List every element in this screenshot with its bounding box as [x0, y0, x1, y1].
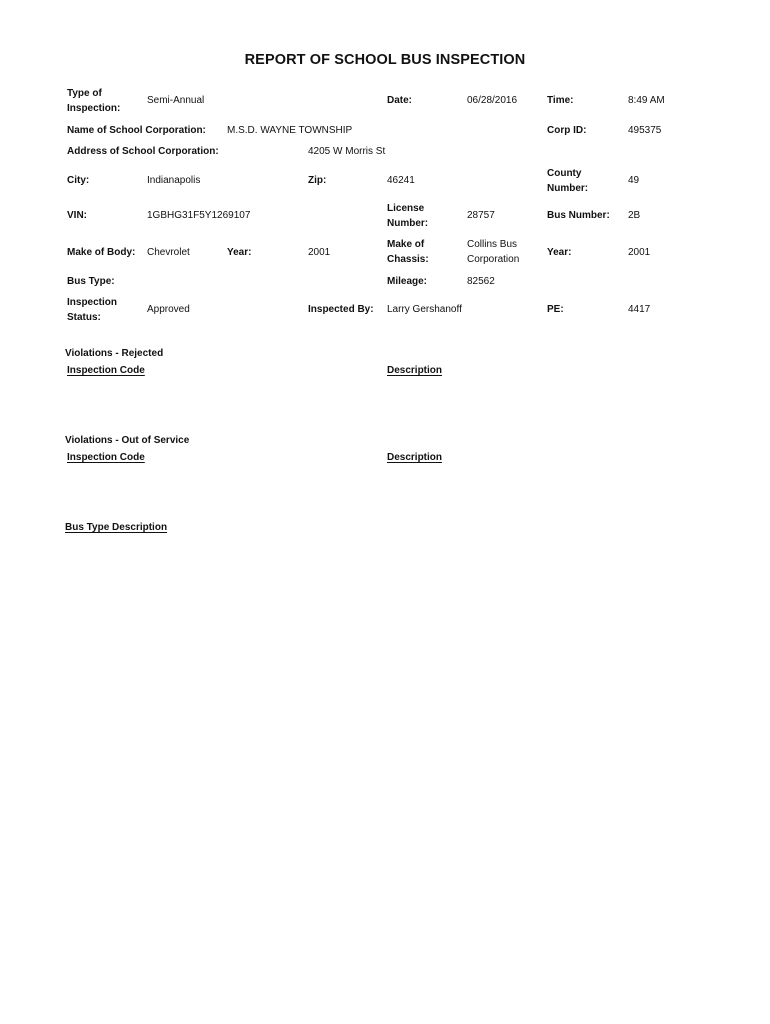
time-label: Time: — [547, 95, 574, 106]
type-of-inspection-label-line1: Type of — [67, 88, 102, 99]
inspection-status-label — [67, 295, 117, 325]
chassis-year-label: Year: — [547, 247, 572, 258]
violations-rejected-description-header: Description — [387, 365, 443, 376]
license-number-label — [387, 201, 428, 231]
date-label: Date: — [387, 95, 413, 106]
county-number-value: 49 — [628, 175, 640, 186]
county-number-label — [547, 166, 588, 196]
make-of-chassis-value-line1: Collins Bus — [467, 239, 518, 250]
corporation-name-value: M.S.D. WAYNE TOWNSHIP — [227, 125, 353, 136]
city-label: City: — [67, 175, 90, 186]
time-value: 8:49 AM — [628, 95, 665, 106]
mileage-value: 82562 — [467, 276, 495, 287]
zip-label: Zip: — [308, 175, 327, 186]
pe-value: 4417 — [628, 304, 651, 315]
make-of-chassis-label — [387, 237, 429, 267]
license-number-label-line2: Number: — [387, 218, 429, 229]
vin-label: VIN: — [67, 210, 87, 221]
type-of-inspection-value: Semi-Annual — [147, 95, 205, 106]
corp-id-label: Corp ID: — [547, 125, 587, 136]
inspected-by-value: Larry Gershanoff — [387, 304, 462, 315]
mileage-label: Mileage: — [387, 276, 428, 287]
corp-id-value: 495375 — [628, 125, 662, 136]
bus-number-value: 2B — [628, 210, 641, 221]
make-of-body-value: Chevrolet — [147, 247, 190, 258]
pe-label: PE: — [547, 304, 564, 315]
violations-rejected-heading: Violations - Rejected — [65, 348, 164, 359]
vin-value: 1GBHG31F5Y1269107 — [147, 210, 251, 221]
county-number-label-line2: Number: — [547, 183, 589, 194]
violations-rejected-code-header: Inspection Code — [67, 365, 145, 376]
report-title: REPORT OF SCHOOL BUS INSPECTION — [244, 52, 526, 68]
zip-value: 46241 — [387, 175, 415, 186]
make-of-chassis-label-line2: Chassis: — [387, 254, 429, 265]
address-label: Address of School Corporation: — [67, 146, 219, 157]
violations-out-of-service-code-header: Inspection Code — [67, 452, 145, 463]
violations-out-of-service-heading: Violations - Out of Service — [65, 435, 190, 446]
inspection-status-label-line1: Inspection — [67, 297, 118, 308]
violations-out-of-service-description-header: Description — [387, 452, 443, 463]
make-of-chassis-label-line1: Make of — [387, 239, 425, 250]
city-value: Indianapolis — [147, 175, 201, 186]
bus-type-label: Bus Type: — [67, 276, 115, 287]
date-value: 06/28/2016 — [467, 95, 518, 106]
make-of-chassis-value — [467, 237, 519, 267]
type-of-inspection-label — [67, 86, 120, 116]
inspection-status-value: Approved — [147, 304, 190, 315]
type-of-inspection-label-line2: Inspection: — [67, 103, 121, 114]
bus-type-description-heading: Bus Type Description — [65, 522, 168, 533]
license-number-label-line1: License — [387, 203, 425, 214]
make-of-body-label: Make of Body: — [67, 247, 136, 258]
address-value: 4205 W Morris St — [308, 146, 386, 157]
body-year-label: Year: — [227, 247, 252, 258]
license-number-value: 28757 — [467, 210, 495, 221]
bus-number-label: Bus Number: — [547, 210, 610, 221]
body-year-value: 2001 — [308, 247, 331, 258]
county-number-label-line1: County — [547, 168, 582, 179]
inspected-by-label: Inspected By: — [308, 304, 374, 315]
inspection-status-label-line2: Status: — [67, 312, 101, 323]
make-of-chassis-value-line2: Corporation — [467, 254, 520, 265]
corporation-name-label: Name of School Corporation: — [67, 125, 206, 136]
chassis-year-value: 2001 — [628, 247, 651, 258]
